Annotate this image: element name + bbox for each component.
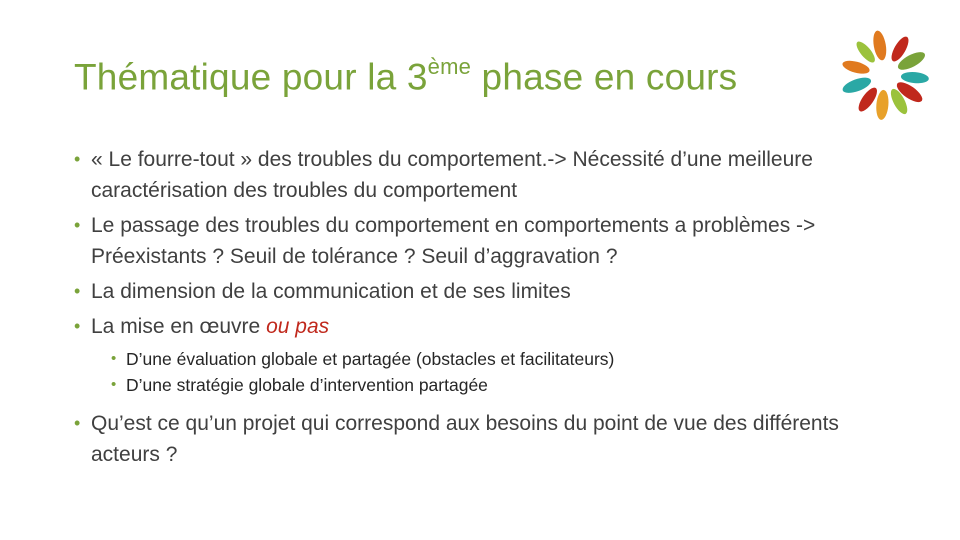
bullet-item xyxy=(74,210,904,272)
sub-bullet-list xyxy=(74,346,904,398)
bullet-glyph: • xyxy=(111,376,117,393)
bullet-text: Le passage des troubles du comportement en comportements a problèmes -> Préexistants ? Seuil de tolérance ? Seuil d’aggravation ? xyxy=(91,214,816,268)
bullet-text: « Le fourre-tout » des troubles du comportement.-> Nécessité d’une meilleure caractérisation des troubles du comportement xyxy=(91,148,813,202)
bullet-glyph: • xyxy=(74,413,81,433)
sub-bullet-item xyxy=(111,372,904,398)
sub-bullet-item xyxy=(111,346,904,372)
bullet-item xyxy=(74,311,904,342)
bullet-item xyxy=(74,144,904,206)
slide-title xyxy=(74,56,737,98)
bullet-text: La dimension de la communication et de ses limites xyxy=(91,280,571,303)
bullet-glyph: • xyxy=(74,316,81,336)
bullet-text: Qu’est ce qu’un projet qui correspond aux besoins du point de vue des différents acteurs ? xyxy=(91,412,839,466)
bullet-glyph: • xyxy=(74,215,81,235)
title-text-end: phase en cours xyxy=(471,56,738,98)
title-superscript: ème xyxy=(427,54,472,79)
bullet-glyph: • xyxy=(74,281,81,301)
bullet-glyph: • xyxy=(74,149,81,169)
sub-bullet-text: D’une évaluation globale et partagée (obstacles et facilitateurs) xyxy=(126,349,615,369)
bullet-item xyxy=(74,408,904,470)
sub-bullet-text: D’une stratégie globale d’intervention partagée xyxy=(126,375,488,395)
title-text: Thématique pour la 3 xyxy=(74,56,428,98)
bullet-item xyxy=(74,276,904,307)
bullet-list xyxy=(74,144,904,474)
bullet-text: La mise en œuvre xyxy=(91,315,267,338)
leaf-flower-icon xyxy=(830,18,940,128)
emphasis-text: ou pas xyxy=(266,315,330,338)
bullet-glyph: • xyxy=(111,350,117,367)
